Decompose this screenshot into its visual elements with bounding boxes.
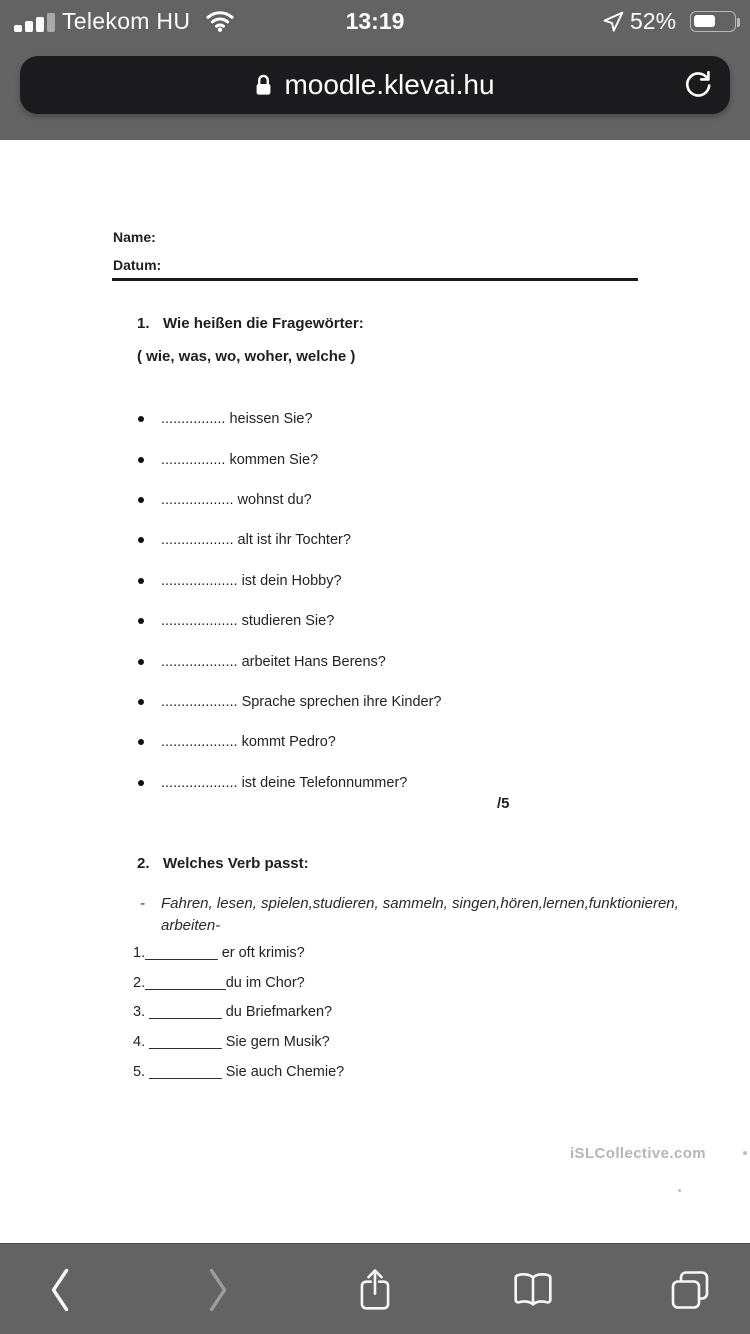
bullet-icon [138,578,144,584]
section2-title [137,855,309,872]
date-label: Datum: [113,257,162,273]
section1-title-text: Wie heißen die Fragewörter: [163,315,364,332]
list-item [138,682,441,722]
carrier-label: Telekom HU [62,8,191,34]
list-item: 4. _________ Sie gern Musik? [133,1034,330,1051]
list-item-text: .................. alt ist ihr Tochter? [161,532,351,549]
forward-icon [205,1266,231,1314]
section2-title-text: Welches Verb passt: [163,855,309,872]
verb-fill-list [133,938,344,1087]
name-label: Name: [113,229,156,245]
battery-nub [737,18,740,27]
tabs-button[interactable] [658,1244,722,1334]
list-item [138,480,441,520]
bullet-icon [138,739,144,745]
list-item [138,520,441,560]
battery-fill [694,15,715,28]
list-item-text: ................... Sprache sprechen ihre Kinder? [161,693,442,710]
section1-title [137,315,364,332]
forward-button[interactable] [186,1244,250,1334]
section1-word-options: ( wie, was, wo, woher, welche ) [137,348,356,365]
list-item-text: ................... kommt Pedro? [161,734,336,751]
list-item [138,722,441,762]
list-item [138,561,441,601]
reload-icon[interactable] [682,69,714,101]
word-bank-line1: Fahren, lesen, spielen,studieren, sammeln, singen,hören,lernen,funktionieren, [161,895,679,912]
section1-score: /5 [497,795,510,812]
list-item [138,641,441,681]
word-bank-dash: - [140,895,145,912]
bookmarks-button[interactable] [501,1244,565,1334]
question-word-list [138,399,441,803]
scan-artifact-dot [743,1151,747,1155]
book-icon [509,1270,557,1310]
list-item-text: ................... studieren Sie? [161,613,335,630]
list-item: 5. _________ Sie auch Chemie? [133,1064,345,1081]
bullet-icon [138,618,144,624]
list-item-text: ................... ist dein Hobby? [161,572,342,589]
back-icon [47,1266,73,1314]
list-item [138,763,441,803]
browser-top-chrome [0,0,750,140]
bullet-icon [138,659,144,665]
list-item: 3. _________ du Briefmarken? [133,1004,333,1021]
status-bar [0,0,750,44]
section2-number: 2. [137,855,150,872]
list-item-text: ................... arbeitet Hans Berens? [161,653,386,670]
list-item-text: ................... ist deine Telefonnummer? [161,774,408,791]
bullet-icon [138,497,144,503]
web-document[interactable] [0,140,750,1243]
list-item-text: ................ kommen Sie? [161,451,319,468]
browser-toolbar [0,1243,750,1334]
battery-icon [690,11,736,32]
bullet-icon [138,537,144,543]
list-item-text: .................. wohnst du? [161,491,312,508]
address-bar[interactable] [20,56,730,114]
bullet-icon [138,457,144,463]
header-underline [112,278,638,281]
list-item-text: ................ heissen Sie? [161,411,313,428]
bullet-icon [138,416,144,422]
list-item [138,399,441,439]
tabs-icon [668,1268,712,1312]
word-bank-line2: arbeiten- [161,917,221,934]
list-item [138,601,441,641]
section1-number: 1. [137,315,150,332]
bullet-icon [138,699,144,705]
share-button[interactable] [343,1244,407,1334]
share-icon [357,1267,393,1313]
scan-artifact-dot [678,1189,681,1192]
list-item: 1._________ er oft krimis? [133,944,305,961]
lock-icon [255,74,272,96]
watermark: iSLCollective.com [569,1145,706,1162]
back-button[interactable] [28,1244,92,1334]
list-item: 2.__________du im Chor? [133,974,305,991]
location-arrow-icon [602,10,625,33]
url-text: moodle.klevai.hu [284,69,495,100]
bullet-icon [138,780,144,786]
battery-percent-label: 52% [630,8,677,34]
status-time: 13:19 [345,8,405,34]
list-item [138,439,441,479]
